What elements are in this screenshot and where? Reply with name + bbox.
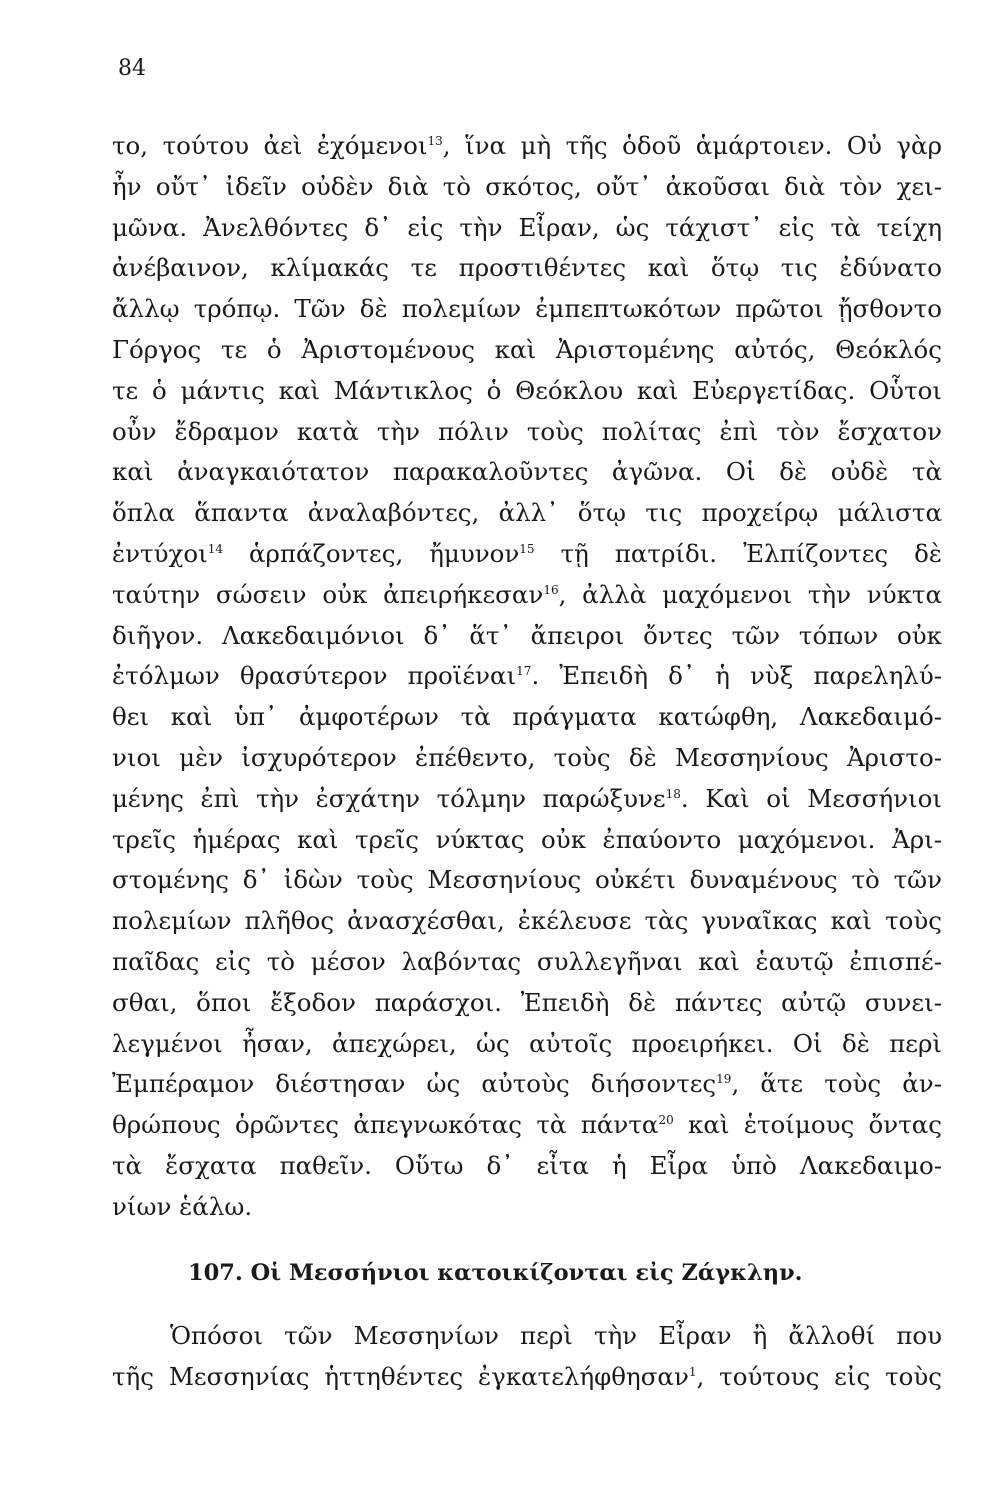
text-line: Ὁπόσοι τῶν Μεσσηνίων περὶ τὴν Εἶραν ἢ ἄλλοθί που (170, 1321, 942, 1350)
text-line: ἀνέβαινον, κλίμακάς τε προστιθέντες καὶ ὅτῳ τις ἐδύνατο (112, 253, 942, 283)
text-line: το, τούτου ἀεὶ ἐχόμενοι$^{13}$, ἵνα μὴ τῆς ὁδοῦ ἁμάρτοιεν. Οὐ γὰρ (112, 131, 942, 160)
footnote-ref: 20 (658, 1113, 674, 1128)
text-line: οὖν ἔδραμον κατὰ τὴν πόλιν τοὺς πολίτας ἐπὶ τὸν ἔσχατον (112, 416, 942, 446)
text-line: ἦν οὔτ᾿ ἰδεῖν οὐδὲν διὰ τὸ σκότος, οὔτ᾿ ἀκοῦσαι διὰ τὸν χει- (112, 171, 942, 201)
text-line: θρώπους ὁρῶντες ἀπεγνωκότας τὰ πάντα$^{20}$ καὶ ἑτοίμους ὄντας (112, 1110, 943, 1140)
footnote-ref: 15 (519, 541, 535, 556)
text-line: τὰ ἔσχατα παθεῖν. Οὕτω δ᾿ εἶτα ἡ Εἶρα ὑπὸ Λακεδαιμο- (112, 1150, 942, 1180)
text-line: Γόργος τε ὁ Ἀριστομένους καὶ Ἀριστομένης αὐτός, Θεόκλός (112, 334, 942, 364)
text-line: καὶ ἀναγκαιότατον παρακαλοῦντες ἀγῶνα. Οἱ δὲ οὐδὲ τὰ (112, 457, 942, 487)
text-line: ἐντύχοι$^{14}$ ἁρπάζοντες, ἤμυνον$^{15}$ τῇ πατρίδι. Ἐλπίζοντες δὲ (112, 538, 942, 568)
footnote-ref: 16 (543, 582, 559, 597)
text-line: τρεῖς ἡμέρας καὶ τρεῖς νύκτας οὐκ ἐπαύοντο μαχόμενοι. Ἀρι- (112, 824, 942, 854)
text-line: λεγμένοι ἦσαν, ἀπεχώρει, ὡς αὐτοῖς προειρήκει. Οἱ δὲ περὶ (112, 1028, 942, 1058)
text-line: ἄλλῳ τρόπῳ. Τῶν δὲ πολεμίων ἐμπεπτωκότων πρῶτοι ᾔσθοντο (112, 294, 942, 324)
text-line: σθαι, ὅποι ἔξοδον παράσχοι. Ἐπειδὴ δὲ πάντες αὐτῷ συνει- (112, 987, 942, 1017)
footnote-ref: 18 (665, 786, 681, 801)
text-line: στομένης δ᾿ ἰδὼν τοὺς Μεσσηνίους οὐκέτι δυναμένους τὸ τῶν (112, 865, 942, 895)
text-line: ἐτόλμων θρασύτερον προϊέναι$^{17}$. Ἐπειδὴ δ᾿ ἡ νὺξ παρεληλύ- (112, 661, 942, 691)
footnote-ref: 14 (207, 541, 223, 556)
footnote-ref: 1 (688, 1364, 697, 1379)
page-number: 84 (118, 56, 146, 81)
text-line: νιοι μὲν ἰσχυρότερον ἐπέθεντο, τοὺς δὲ Μεσσηνίους Ἀριστο- (112, 742, 942, 772)
text-line: τε ὁ μάντις καὶ Μάντικλος ὁ Θεόκλου καὶ Εὐεργετίδας. Οὗτοι (112, 375, 942, 405)
section-text (112, 1316, 942, 1398)
text-line: πολεμίων πλῆθος ἀνασχέσθαι, ἐκέλευσε τὰς γυναῖκας καὶ τοὺς (112, 906, 942, 936)
main-text (112, 126, 942, 1228)
footnote-ref: 17 (516, 664, 532, 679)
text-line: τῆς Μεσσηνίας ἡττηθέντες ἐγκατελήφθησαν$^1$, τούτους εἰς τοὺς (112, 1361, 942, 1391)
text-line: μένης ἐπὶ τὴν ἐσχάτην τόλμην παρώξυνε$^{18}$. Καὶ οἱ Μεσσήνιοι (112, 783, 942, 813)
text-line: νίων ἑάλω. (112, 1191, 253, 1221)
text-line: θει καὶ ὑπ᾿ ἀμφοτέρων τὰ πράγματα κατώφθη, Λακεδαιμό- (112, 702, 942, 732)
text-line: ὅπλα ἅπαντα ἀναλαβόντες, ἀλλ᾿ ὅτῳ τις προχείρῳ μάλιστα (112, 498, 942, 528)
text-line: διῆγον. Λακεδαιμόνιοι δ᾿ ἅτ᾿ ἄπειροι ὄντες τῶν τόπων οὐκ (112, 620, 942, 650)
text-line: μῶνα. Ἀνελθόντες δ᾿ εἰς τὴν Εἶραν, ὡς τάχιστ᾿ εἰς τὰ τείχη (112, 212, 942, 242)
text-line: Ἐμπέραμον διέστησαν ὡς αὐτοὺς διήσοντες$^{19}$, ἅτε τοὺς ἀν- (112, 1069, 942, 1099)
footnote-ref: 13 (427, 134, 443, 148)
section-heading: 107. Οἱ Μεσσήνιοι κατοικίζονται εἰς Ζάγκλην. (188, 1260, 803, 1286)
footnote-ref: 19 (716, 1072, 732, 1087)
text-line: ταύτην σώσειν οὐκ ἀπειρήκεσαν$^{16}$, ἀλλὰ μαχόμενοι τὴν νύκτα (112, 579, 942, 609)
text-line: παῖδας εἰς τὸ μέσον λαβόντας συλλεγῆναι καὶ ἑαυτῷ ἐπισπέ- (112, 946, 942, 976)
